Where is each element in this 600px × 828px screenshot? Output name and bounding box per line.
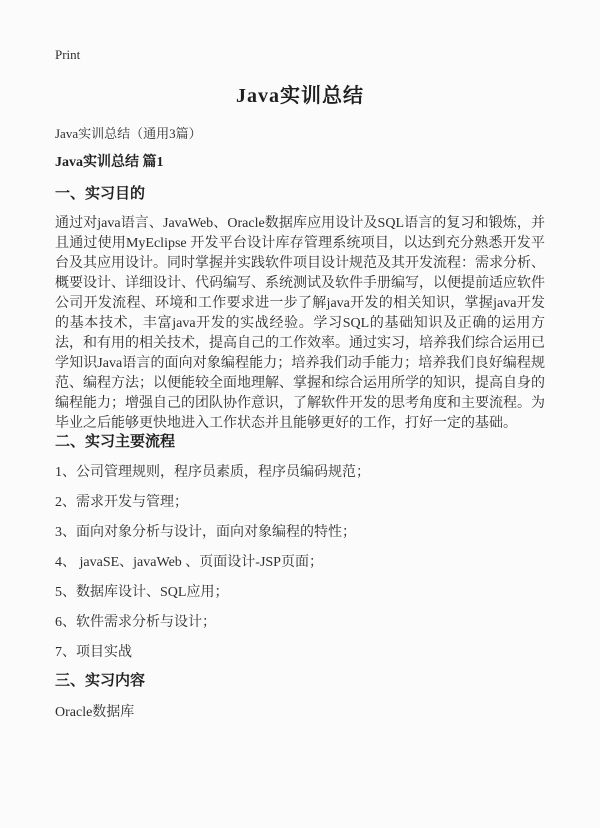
process-item-5: 5、数据库设计、SQL应用； [55,585,229,600]
section1-body: 通过对java语言、JavaWeb、Oracle数据库应用设计及SQL语言的复习和锻炼，并且通过使用MyEclipse 开发平台设计库存管理系统项目，以达到充分熟悉开发平台及其应用设计。同时掌握并实践软件项目设计规范及其开发流程：需求分析、概要设计、详细设计、代码编写、系统测试及软件手册编写，以便提前适应软件公司开发流程、环境和工作要求进一步了解java开发的相关知识，掌握java开发的基本技术，丰富java开发的实战经验。学习SQL的基础知识及正确的运用方法，和有用的相关技术，提高自己的工作效率。通过实习，培养我们综合运用已学知识Java语言的面向对象编程能力；培养我们动手能力；培养我们良好编程规范、编程方法；以便能较全面地理解、掌握和综合运用所学的知识，提高自身的编程能力；增强自己的团队协作意识，了解软件开发的思考角度和主要流程。为毕业之后能够更快地进入工作状态并且能够更好的工作，打好一定的基础。 [55,216,545,431]
process-item-6: 6、软件需求分析与设计； [55,615,216,630]
section3-heading: 三、实习内容 [55,673,146,689]
process-item-4: 4、 javaSE、javaWeb 、页面设计-JSP页面； [55,555,323,570]
process-item-3: 3、面向对象分析与设计，面向对象编程的特性； [55,525,356,540]
page-title: Java实训总结 [236,85,364,107]
process-item-7: 7、项目实战 [55,645,132,660]
section3-body: Oracle数据库 [55,705,135,720]
print-link[interactable]: Print [55,47,81,62]
document-subtitle: Java实训总结（通用3篇） [55,126,202,141]
section2-heading: 二、实习主要流程 [55,434,176,450]
process-item-1: 1、公司管理规则，程序员素质，程序员编码规范； [55,465,370,480]
section1-heading: 一、实习目的 [55,186,146,202]
process-item-2: 2、需求开发与管理； [55,495,188,510]
article-heading: Java实训总结 篇1 [55,155,164,170]
